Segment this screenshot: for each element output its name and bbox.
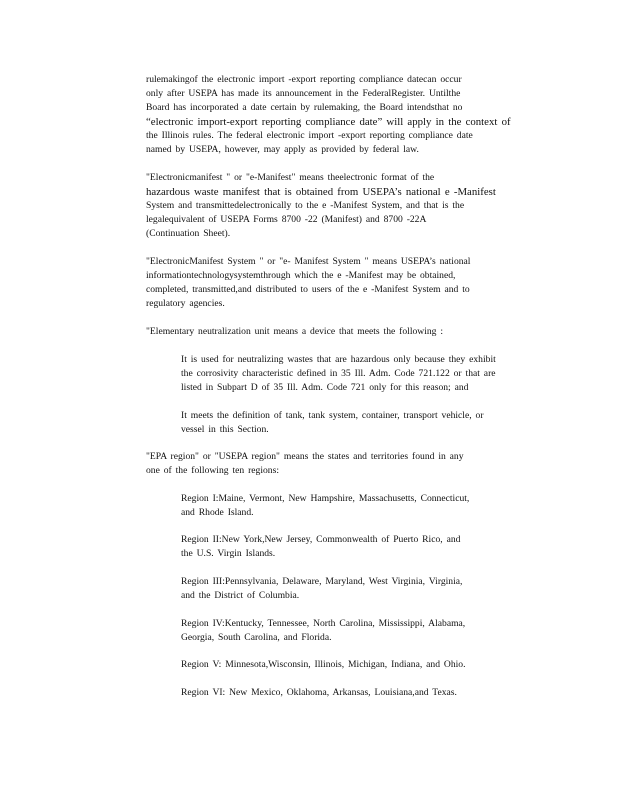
text-line: completed, transmitted,and distributed to users of the e -Manifest System and to — [146, 284, 470, 295]
definition-electronic-manifest-system — [146, 255, 536, 311]
text-line: rulemakingof the electronic import -export reporting compliance datecan occur — [146, 74, 462, 85]
region-2 — [181, 533, 526, 561]
definition-elementary-neutralization-unit — [146, 325, 536, 339]
text-line: the U.S. Virgin Islands. — [181, 548, 276, 559]
text-line: "Elementary neutralization unit means a device that meets the following : — [146, 326, 444, 337]
text-line: one of the following ten regions: — [146, 465, 279, 476]
text-line: Region VI: New Mexico, Oklahoma, Arkansas, Louisiana,and Texas. — [181, 687, 457, 698]
text-line: and the District of Columbia. — [181, 590, 300, 601]
intro-paragraph — [146, 73, 536, 157]
region-6 — [181, 686, 521, 700]
definition-electronic-manifest — [146, 171, 536, 241]
text-line: Region V: Minnesota,Wisconsin, Illinois, Michigan, Indiana, and Ohio. — [181, 659, 466, 670]
text-line: Region IV:Kentucky, Tennessee, North Carolina, Mississippi, Alabama, — [181, 618, 466, 629]
text-line: Georgia, South Carolina, and Florida. — [181, 632, 332, 643]
text-line: "EPA region" or "USEPA region" means the states and territories found in any — [146, 451, 464, 462]
text-line: the corrosivity characteristic defined in 35 Ill. Adm. Code 721.122 or that are — [181, 368, 496, 379]
text-line: Region I:Maine, Vermont, New Hampshire, Massachusetts, Connecticut, — [181, 493, 470, 504]
text-line: named by USEPA, however, may apply as provided by federal law. — [146, 144, 419, 155]
elementary-item-2 — [181, 409, 553, 437]
text-line: Board has incorporated a date certain by rulemaking, the Board intendsthat no — [146, 102, 463, 113]
text-line: "Electronicmanifest " or "e-Manifest" means theelectronic format of the — [146, 172, 435, 183]
text-line: It is used for neutralizing wastes that are hazardous only because they exhibit — [181, 354, 496, 365]
region-3 — [181, 575, 526, 603]
text-line: Region II:New York,New Jersey, Commonwealth of Puerto Rico, and — [181, 534, 461, 545]
text-line: “electronic import-export reporting compliance date” will apply in the context of — [146, 116, 511, 128]
text-line: only after USEPA has made its announcement in the FederalRegister. Untilthe — [146, 88, 461, 99]
region-1 — [181, 492, 526, 520]
text-line: Region III:Pennsylvania, Delaware, Maryland, West Virginia, Virginia, — [181, 576, 463, 587]
text-line: and Rhode Island. — [181, 507, 254, 518]
definition-epa-region — [146, 450, 536, 478]
text-line: "ElectronicManifest System " or "e- Manifest System " means USEPA’s national — [146, 256, 471, 267]
text-line: informationtechnologysystemthrough which the e -Manifest may be obtained, — [146, 270, 456, 281]
region-5 — [181, 658, 531, 672]
region-4 — [181, 617, 526, 645]
text-line: regulatory agencies. — [146, 298, 225, 309]
text-line: (Continuation Sheet). — [146, 228, 231, 239]
text-line: legalequivalent of USEPA Forms 8700 -22 (Manifest) and 8700 -22A — [146, 214, 427, 225]
text-line: listed in Subpart D of 35 Ill. Adm. Code 721 only for this reason; and — [181, 382, 469, 393]
text-line: the Illinois rules. The federal electronic import -export reporting compliance date — [146, 130, 473, 141]
text-line: It meets the definition of tank, tank system, container, transport vehicle, or — [181, 410, 484, 421]
elementary-item-1 — [181, 353, 553, 395]
text-line: hazardous waste manifest that is obtained from USEPA’s national e -Manifest — [146, 186, 496, 198]
text-line: vessel in this Section. — [181, 424, 269, 435]
text-line: System and transmittedelectronically to the e -Manifest System, and that is the — [146, 200, 465, 211]
